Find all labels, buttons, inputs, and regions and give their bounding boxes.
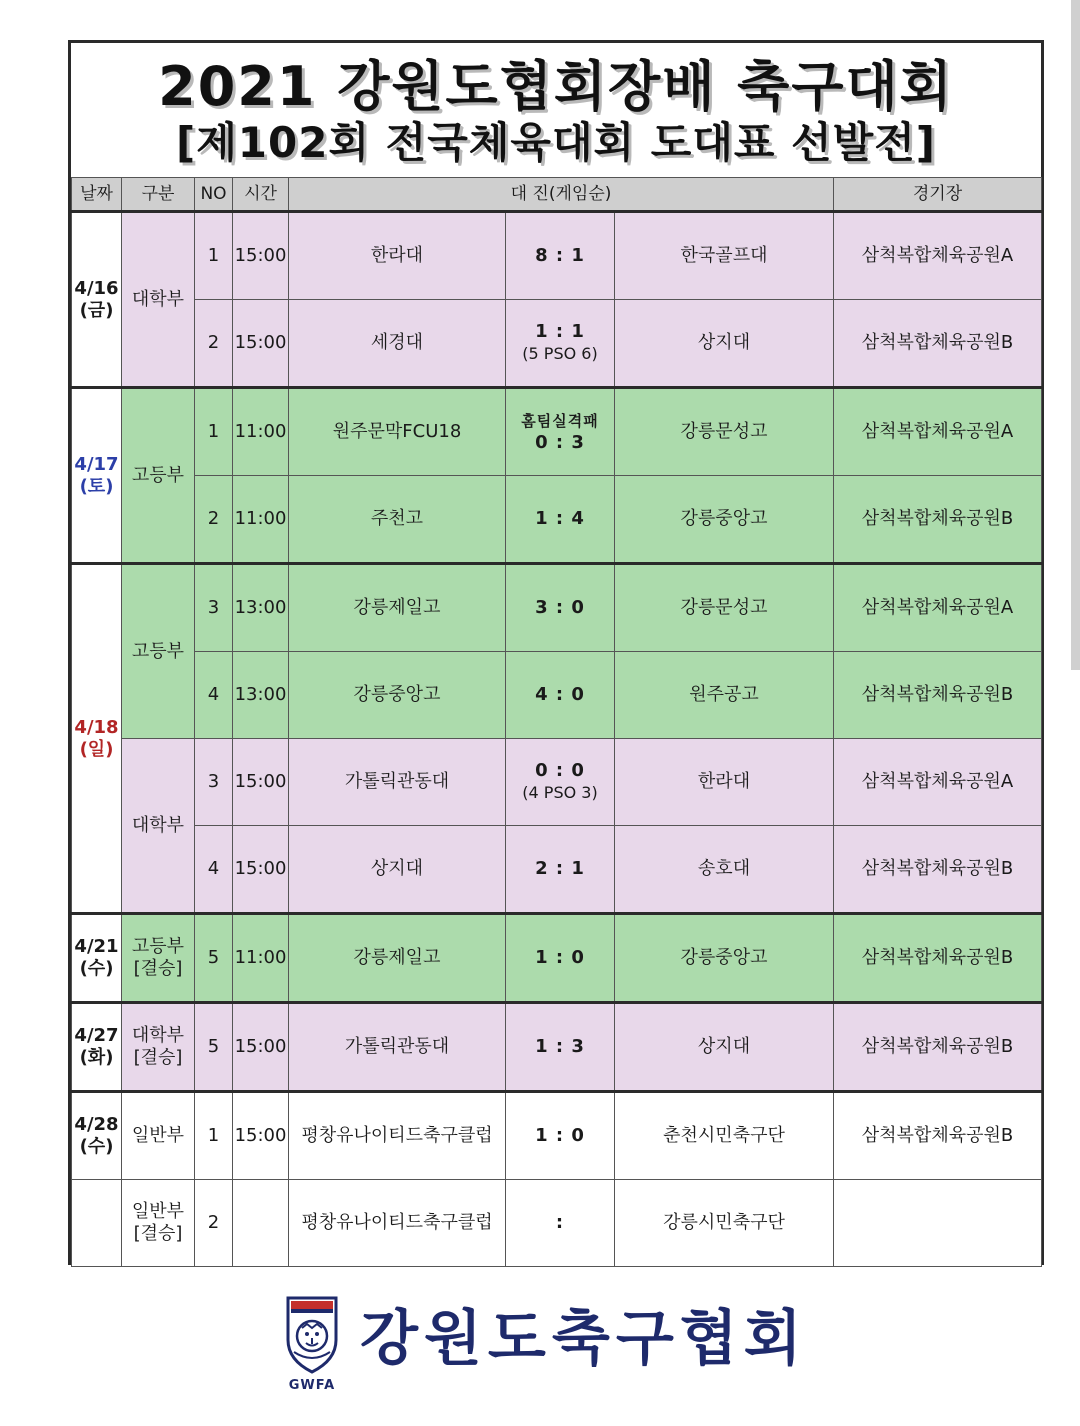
venue-cell: 삼척복합체육공원B — [834, 300, 1042, 388]
away-team: 송호대 — [615, 826, 834, 914]
match-no: 2 — [195, 476, 233, 564]
schedule-sheet — [68, 40, 1044, 1265]
score-value: 0 : 3 — [535, 432, 585, 453]
table-row — [72, 739, 1042, 826]
venue-cell: 삼척복합체육공원B — [834, 476, 1042, 564]
pso-note: (4 PSO 3) — [522, 783, 598, 802]
score-cell — [506, 564, 615, 652]
match-no: 4 — [195, 826, 233, 914]
venue-cell: 삼척복합체육공원A — [834, 212, 1042, 300]
score-value: 8 : 1 — [535, 245, 585, 266]
home-team: 세경대 — [289, 300, 506, 388]
away-team: 강릉문성고 — [615, 388, 834, 476]
pso-note: (5 PSO 6) — [522, 344, 598, 363]
day-value: (금) — [79, 299, 114, 321]
table-row — [72, 212, 1042, 300]
match-time: 15:00 — [233, 739, 289, 826]
home-team: 가톨릭관동대 — [289, 739, 506, 826]
forfeit-note: 홈팀실격패 — [521, 412, 599, 430]
score-cell — [506, 1003, 615, 1092]
match-time: 13:00 — [233, 564, 289, 652]
home-team: 상지대 — [289, 826, 506, 914]
division-label: 고등부 — [131, 936, 185, 957]
header-matchup: 대 진(게임순) — [289, 178, 834, 212]
score-value: 0 : 0 — [535, 760, 585, 781]
date-value: 4/16 — [74, 277, 119, 299]
footer-logo — [282, 1290, 842, 1408]
match-no: 3 — [195, 564, 233, 652]
home-team: 강릉제일고 — [289, 564, 506, 652]
away-team: 상지대 — [615, 300, 834, 388]
home-team: 평창유나이티드축구클럽 — [289, 1092, 506, 1180]
division-cell: 일반부 — [122, 1092, 195, 1180]
away-team: 강릉문성고 — [615, 564, 834, 652]
score-value: 3 : 0 — [535, 597, 585, 618]
division-cell: 대학부 — [122, 739, 195, 914]
crest-label: GWFA — [288, 1378, 336, 1393]
venue-cell — [834, 1180, 1042, 1267]
match-no: 2 — [195, 1180, 233, 1267]
score-value: 1 : 0 — [535, 1125, 585, 1146]
score-value: 1 : 1 — [535, 321, 585, 342]
venue-cell: 삼척복합체육공원A — [834, 388, 1042, 476]
match-time: 15:00 — [233, 1003, 289, 1092]
date-cell — [72, 1003, 122, 1092]
date-value: 4/17 — [74, 453, 119, 475]
date-cell — [72, 388, 122, 564]
match-time: 11:00 — [233, 388, 289, 476]
score-cell — [506, 826, 615, 914]
venue-cell: 삼척복합체육공원B — [834, 914, 1042, 1003]
match-time: 15:00 — [233, 212, 289, 300]
match-time: 15:00 — [233, 826, 289, 914]
match-no: 1 — [195, 388, 233, 476]
table-row — [72, 1003, 1042, 1092]
score-value: 1 : 4 — [535, 508, 585, 529]
score-value: 1 : 3 — [535, 1036, 585, 1057]
header-division: 구분 — [122, 178, 195, 212]
header-date: 날짜 — [72, 178, 122, 212]
day-value: (수) — [79, 1136, 114, 1157]
schedule-table — [71, 177, 1042, 1267]
date-value: 4/21 — [74, 936, 119, 957]
date-value: 4/28 — [74, 1114, 119, 1135]
division-label: 대학부 — [131, 1025, 185, 1046]
match-no: 1 — [195, 1092, 233, 1180]
final-label: [결승] — [133, 1223, 183, 1244]
table-row — [72, 914, 1042, 1003]
table-row — [72, 476, 1042, 564]
day-value: (토) — [79, 475, 114, 497]
score-cell — [506, 300, 615, 388]
table-header-row — [72, 178, 1042, 212]
home-team: 한라대 — [289, 212, 506, 300]
away-team: 한국골프대 — [615, 212, 834, 300]
venue-cell: 삼척복합체육공원B — [834, 826, 1042, 914]
page-title: 2021 강원도협회장배 축구대회 — [158, 55, 954, 118]
division-cell: 고등부 — [122, 564, 195, 739]
table-row — [72, 1092, 1042, 1180]
match-no: 2 — [195, 300, 233, 388]
home-team: 강릉제일고 — [289, 914, 506, 1003]
away-team: 강릉중앙고 — [615, 476, 834, 564]
away-team: 강릉중앙고 — [615, 914, 834, 1003]
venue-cell: 삼척복합체육공원A — [834, 564, 1042, 652]
day-value: (화) — [79, 1047, 114, 1068]
match-time — [233, 1180, 289, 1267]
table-row — [72, 564, 1042, 652]
table-row — [72, 300, 1042, 388]
score-cell — [506, 739, 615, 826]
away-team: 한라대 — [615, 739, 834, 826]
title-box — [71, 43, 1041, 180]
final-label: [결승] — [133, 1047, 183, 1068]
scrollbar[interactable] — [1071, 0, 1080, 670]
match-no: 5 — [195, 914, 233, 1003]
home-team: 평창유나이티드축구클럽 — [289, 1180, 506, 1267]
date-cell — [72, 212, 122, 388]
match-no: 3 — [195, 739, 233, 826]
away-team: 상지대 — [615, 1003, 834, 1092]
organization-name: 강원도축구협회 — [360, 1304, 808, 1374]
score-cell — [506, 212, 615, 300]
table-row — [72, 388, 1042, 476]
home-team: 가톨릭관동대 — [289, 1003, 506, 1092]
home-team: 주천고 — [289, 476, 506, 564]
score-value: 1 : 0 — [535, 947, 585, 968]
home-team: 강릉중앙고 — [289, 652, 506, 739]
venue-cell: 삼척복합체육공원B — [834, 1003, 1042, 1092]
score-cell — [506, 652, 615, 739]
match-time: 15:00 — [233, 1092, 289, 1180]
division-cell — [122, 1003, 195, 1092]
away-team: 강릉시민축구단 — [615, 1180, 834, 1267]
venue-cell: 삼척복합체육공원A — [834, 739, 1042, 826]
table-row — [72, 652, 1042, 739]
header-no: NO — [195, 178, 233, 212]
score-value: 2 : 1 — [535, 858, 585, 879]
page-subtitle: [제102회 전국체육대회 도대표 선발전] — [176, 118, 936, 167]
date-cell — [72, 1092, 122, 1180]
home-team: 원주문막FCU18 — [289, 388, 506, 476]
date-cell — [72, 914, 122, 1003]
score-cell — [506, 914, 615, 1003]
score-cell — [506, 476, 615, 564]
division-cell — [122, 1180, 195, 1267]
final-label: [결승] — [133, 958, 183, 979]
venue-cell: 삼척복합체육공원B — [834, 652, 1042, 739]
away-team: 원주공고 — [615, 652, 834, 739]
date-cell — [72, 564, 122, 914]
table-row — [72, 826, 1042, 914]
away-team: 춘천시민축구단 — [615, 1092, 834, 1180]
day-value: (일) — [79, 738, 114, 760]
match-no: 5 — [195, 1003, 233, 1092]
division-cell: 고등부 — [122, 388, 195, 564]
match-no: 4 — [195, 652, 233, 739]
score-cell — [506, 388, 615, 476]
score-cell — [506, 1092, 615, 1180]
date-value: 4/18 — [74, 716, 119, 738]
score-value: 4 : 0 — [535, 684, 585, 705]
table-row — [72, 1180, 1042, 1267]
match-time: 15:00 — [233, 300, 289, 388]
match-time: 11:00 — [233, 476, 289, 564]
division-label: 일반부 — [131, 1201, 185, 1222]
division-cell: 대학부 — [122, 212, 195, 388]
match-no: 1 — [195, 212, 233, 300]
division-cell — [122, 914, 195, 1003]
date-cell — [72, 1180, 122, 1267]
score-cell — [506, 1180, 615, 1267]
match-time: 11:00 — [233, 914, 289, 1003]
crest — [282, 1294, 342, 1394]
match-time: 13:00 — [233, 652, 289, 739]
header-time: 시간 — [233, 178, 289, 212]
venue-cell: 삼척복합체육공원B — [834, 1092, 1042, 1180]
header-venue: 경기장 — [834, 178, 1042, 212]
score-value: : — [555, 1212, 565, 1233]
day-value: (수) — [79, 958, 114, 979]
tiger-crest-icon — [282, 1294, 342, 1374]
date-value: 4/27 — [74, 1025, 119, 1046]
